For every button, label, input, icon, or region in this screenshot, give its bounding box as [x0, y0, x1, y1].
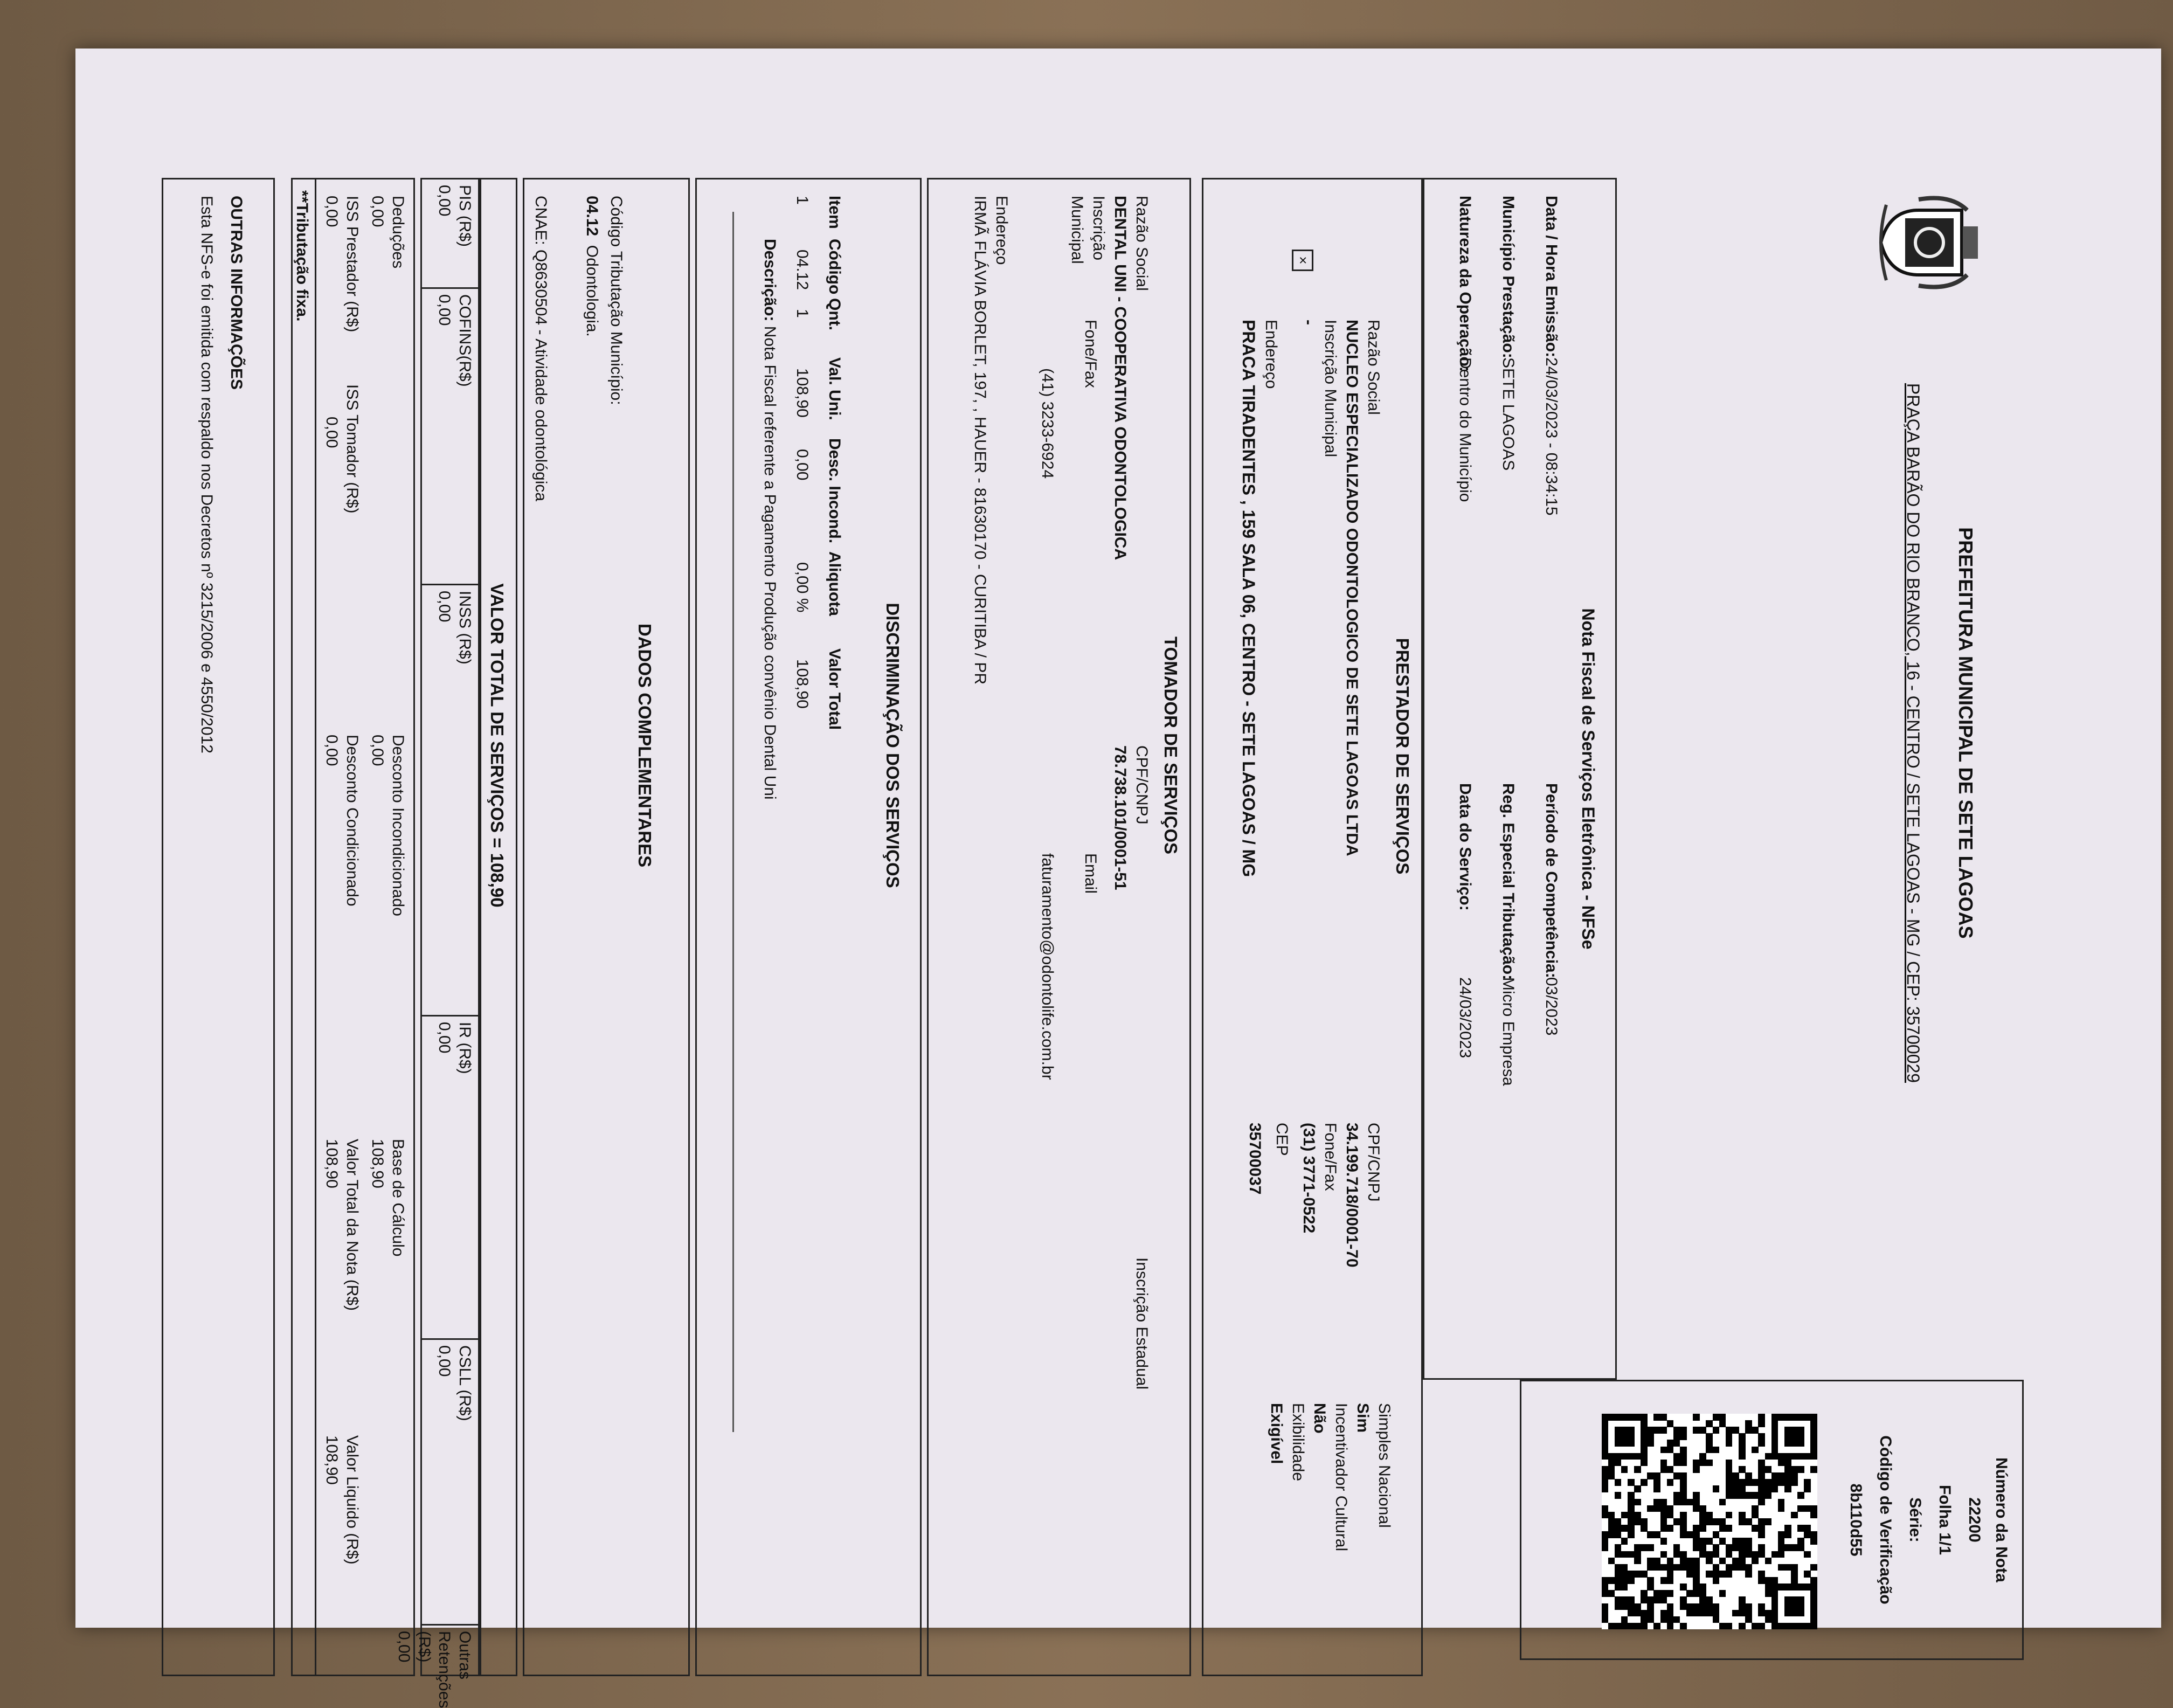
servicos-item-cell: 1	[793, 196, 811, 205]
prefeitura-address: PRAÇA BARÃO DO RIO BRANCO, 16 - CENTRO / SETE LAGOAS - MG / CEP: 35700029	[1904, 383, 1923, 1083]
prestador-cep-label: CEP	[1273, 1123, 1291, 1156]
complementares-box	[523, 178, 690, 1676]
servicos-header-cell: Qnt.	[826, 298, 843, 330]
servicos-header-cell: Valor Total	[826, 648, 843, 730]
prestador-razao-label: Razão Social	[1365, 320, 1382, 415]
tomador-box	[927, 178, 1191, 1676]
qr-code	[1602, 1414, 1817, 1629]
prestador-box	[1202, 178, 1423, 1676]
servicos-item-cell: 04.12	[793, 250, 811, 291]
tomador-fone: (41) 3233-6924	[1039, 368, 1056, 479]
outras-box	[162, 178, 275, 1676]
valores-box	[291, 178, 415, 1676]
servicos-item-cell: 1	[793, 309, 811, 318]
tomador-inscricao-label-2: Municipal	[1068, 196, 1086, 264]
valor-nota-label: Valor Total da Nota (R$)	[343, 1139, 361, 1311]
servicos-item-cell: 108,90	[793, 368, 811, 418]
exigibilidade-value: Exigível	[1268, 1403, 1285, 1464]
valor-nota-value: 108,90	[323, 1139, 341, 1188]
servicos-item-cell: 108,90	[793, 659, 811, 709]
tomador-email-label: Email	[1082, 853, 1099, 894]
tributo-label: COFINS(R$)	[456, 294, 474, 387]
folha: Folha 1/1	[1936, 1484, 1954, 1555]
prestador-cnpj-label: CPF/CNPJ	[1365, 1123, 1382, 1202]
prestador-razao: NUCLEO ESPECIALIZADO ODONTOLOGICO DE SETE LAGOAS LTDA	[1343, 320, 1361, 856]
tributacao-fixa: **Tributação fixa.	[293, 190, 311, 322]
tributo-value: 0,00	[395, 1631, 413, 1663]
natureza-value: Dentro do Município	[1456, 357, 1474, 502]
iss-tomador-label: ISS Tomador (R$)	[343, 384, 361, 514]
servicos-item-cell: 0,00	[793, 449, 811, 481]
tributo-value: 0,00	[435, 294, 454, 326]
iss-prestador-label: ISS Prestador (R$)	[343, 196, 361, 333]
tributo-label: INSS (R$)	[456, 591, 474, 665]
nfse-title: Nota Fiscal de Serviços Eletrônica - NFSe	[1579, 608, 1598, 950]
outras-title: OUTRAS INFORMAÇÕES	[227, 196, 245, 390]
tomador-endereco-label: Endereço	[993, 196, 1011, 265]
tributacao-divider	[315, 179, 316, 1675]
municipio-value: SETE LAGOAS	[1499, 357, 1517, 471]
base-value: 108,90	[369, 1139, 387, 1188]
municipio-label: Município Prestação:	[1499, 196, 1517, 358]
tributo-value: 0,00	[435, 185, 454, 217]
codigo-value: 8b110d55	[1847, 1483, 1865, 1557]
tomador-ie-label: Inscrição Estadual	[1133, 1257, 1151, 1390]
tributo-cell	[422, 1015, 478, 1338]
tributo-value: 0,00	[435, 1345, 454, 1377]
prestador-title: PRESTADOR DE SERVIÇOS	[1393, 638, 1413, 875]
natureza-label: Natureza da Operação:	[1456, 196, 1474, 372]
tributo-cell	[422, 584, 478, 1015]
valor-liquido-value: 108,90	[323, 1435, 341, 1485]
tributo-cell	[422, 287, 478, 584]
exigibilidade-label: Exibilidade	[1289, 1403, 1307, 1482]
tomador-fone-label: Fone/Fax	[1082, 320, 1099, 388]
incentivador-label: Incentivador Cultural	[1332, 1403, 1350, 1552]
emissao-label: Data / Hora Emissão:	[1542, 196, 1560, 358]
servicos-item-cell: 0,00 %	[793, 562, 811, 613]
servicos-header-cell: Código	[826, 239, 843, 295]
servicos-header-cell: Item	[826, 196, 843, 229]
tomador-title: TOMADOR DE SERVIÇOS	[1161, 636, 1181, 854]
numero-value: 22200	[1966, 1497, 1983, 1543]
prestador-inscricao: -	[1300, 320, 1318, 325]
serie-label: Série:	[1906, 1497, 1924, 1543]
valor-total-servicos: VALOR TOTAL DE SERVIÇOS = 108,90	[487, 583, 507, 908]
nfse-info-box	[1423, 178, 1617, 1380]
cnae-line: CNAE: Q8630504 - Atividade odontológica	[532, 196, 550, 502]
iss-prestador-value: 0,00	[323, 196, 341, 227]
prestador-fone: (31) 3771-0522	[1300, 1123, 1318, 1234]
prestador-cnpj: 34.199.718/0001-70	[1343, 1123, 1361, 1268]
tributo-label: IR (R$)	[456, 1022, 474, 1074]
simples-value: Sim	[1354, 1403, 1372, 1433]
prestador-checkbox: ×	[1292, 250, 1313, 271]
prestador-endereco: PRACA TIRADENTES , 159 SALA 06, CENTRO - SETE LAGOAS / MG	[1239, 320, 1258, 877]
tributo-label: Outras Retenções (R$)	[416, 1631, 474, 1708]
servicos-header-cell: Aliquota	[826, 551, 843, 616]
desc-incond-value: 0,00	[369, 735, 387, 766]
incentivador-value: Não	[1311, 1403, 1328, 1434]
servicos-header-cell: Val. Uni.	[826, 357, 843, 420]
note-number-box	[1520, 1380, 2024, 1660]
paper-sheet	[75, 49, 2161, 1708]
tomador-endereco: IRMÃ FLÁVIA BORLET, 197, , HAUER - 81630170 - CURITIBA / PR	[971, 196, 989, 685]
outras-text: Esta NFS-e foi emitida com respaldo nos Decretos nº 3215/2006 e 4550/2012	[198, 196, 216, 753]
tributo-label: PIS (R$)	[456, 185, 474, 247]
tomador-inscricao-label-1: Inscrição	[1090, 196, 1108, 261]
tributo-value: 0,00	[435, 1022, 454, 1054]
tomador-email: faturamento@odontolife.com.br	[1039, 853, 1056, 1080]
desc-cond-value: 0,00	[323, 735, 341, 766]
servicos-divider	[732, 212, 734, 1432]
tributo-label: CSLL (R$)	[456, 1345, 474, 1421]
servicos-title: DISCRIMINAÇÃO DOS SERVIÇOS	[883, 603, 903, 888]
periodo-label: Período de Competência:	[1542, 783, 1560, 978]
codigo-tributacao-desc: Odontologia.	[583, 245, 601, 337]
data-servico-value: 24/03/2023	[1456, 977, 1474, 1059]
tributo-cell	[422, 179, 478, 287]
total-box	[480, 178, 517, 1676]
complementares-title: DADOS COMPLEMENTARES	[635, 623, 655, 868]
tributo-cell	[395, 1624, 478, 1708]
regime-label: Reg. Especial Tributação:	[1499, 783, 1517, 980]
tributo-cell	[422, 1338, 478, 1624]
simples-label: Simples Nacional	[1375, 1403, 1393, 1528]
prefeitura-title: PREFEITURA MUNICIPAL DE SETE LAGOAS	[1955, 527, 1977, 939]
prestador-endereco-label: Endereço	[1262, 320, 1280, 389]
prestador-cep: 35700037	[1246, 1123, 1264, 1195]
data-servico-label: Data do Serviço:	[1456, 783, 1474, 911]
servicos-box	[695, 178, 922, 1676]
prestador-inscricao-label: Inscrição Municipal	[1321, 320, 1339, 458]
desc-incond-label: Desconto Incondicionado	[389, 735, 407, 916]
desc-cond-label: Desconto Condicionado	[343, 735, 361, 907]
tomador-razao-label: Razão Social	[1133, 196, 1151, 291]
deducoes-label: Deduções	[389, 196, 407, 269]
tomador-cnpj: 78.738.101/0001-51	[1111, 745, 1129, 890]
numero-label: Número da Nota	[1992, 1457, 2010, 1582]
periodo-value: 03/2023	[1542, 977, 1560, 1036]
tomador-cnpj-label: CPF/CNPJ	[1133, 745, 1151, 825]
servicos-header-cell: Desc. Incond.	[826, 438, 843, 544]
emissao-value: 24/03/2023 - 08:34:15	[1542, 357, 1560, 516]
codigo-tributacao: 04.12	[583, 196, 601, 237]
base-label: Base de Cálculo	[389, 1139, 407, 1257]
deducoes-value: 0,00	[369, 196, 387, 227]
descricao-value: Nota Fiscal referente a Pagamento Produção convênio Dental Uni	[761, 326, 779, 800]
descricao-label: Descrição:	[761, 239, 779, 322]
prestador-fone-label: Fone/Fax	[1321, 1123, 1339, 1191]
iss-tomador-value: 0,00	[323, 417, 341, 448]
valor-liquido-label: Valor Liquido (R$)	[343, 1435, 361, 1565]
tributo-value: 0,00	[435, 591, 454, 623]
codigo-label: Código de Verificação	[1877, 1435, 1894, 1605]
tomador-razao: DENTAL UNI - COOPERATIVA ODONTOLOGICA	[1111, 196, 1129, 561]
regime-value: Micro Empresa	[1499, 977, 1517, 1086]
nfse-document	[151, 167, 2037, 1708]
codigo-tributacao-label: Código Tributação Município:	[607, 196, 625, 405]
